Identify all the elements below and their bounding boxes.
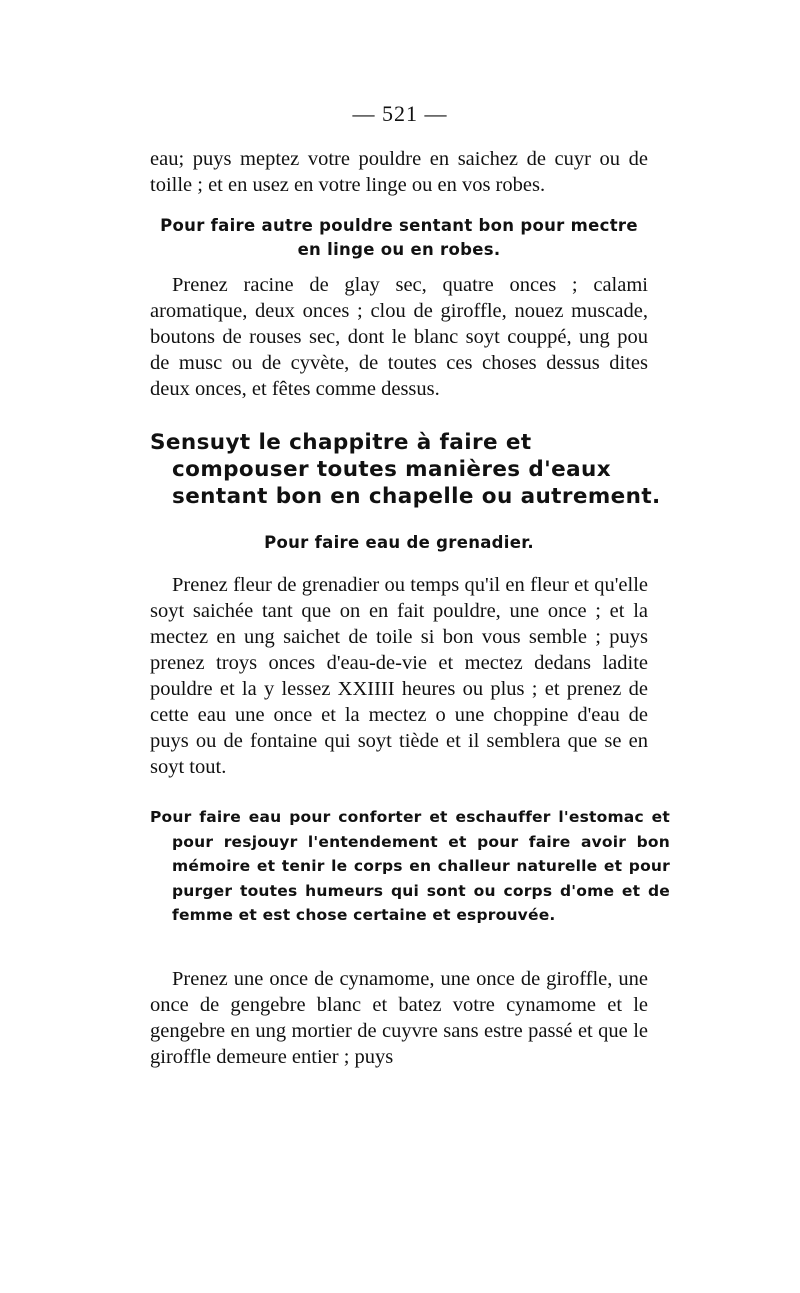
paragraph-continuation: eau; puys meptez votre pouldre en saichez de cuyr ou de toille ; et en usez en votre linge ou en vos robes. (150, 148, 648, 196)
paragraph-pouldre-recipe (150, 272, 648, 402)
paragraph-text: Prenez fleur de grenadier ou temps qu'il en fleur et qu'elle soyt saichée tant que on en fait pouldre, une once ; et la mectez en ung saichet de toile si bon vous semble ; puys prenez troys onces d'eau-de-vie et mectez dedans ladite pouldre et la y lessez XXIIII heures ou plus ; et prenez de cette eau une once et la mectez o une choppine d'eau de puys ou de fontaine qui soyt tiède et il semblera que se en soyt tout. (150, 574, 648, 778)
page-number: — 521 — (352, 101, 448, 126)
paragraph-cynamome-recipe (150, 966, 648, 1070)
paragraph-text: Prenez une once de cynamome, une once de giroffle, une once de gengebre blanc et batez votre cynamome et le gengebre en ung mortier de cuyvre sans estre passé et que le giroffle demeure entier ; puys (150, 968, 648, 1068)
recipe-heading-estomac: Pour faire eau pour conforter et eschauffer l'estomac et pour resjouyr l'entendement et pour faire avoir bon mémoire et tenir le corps en challeur naturelle et pour purger toutes humeurs qui sont ou corps d'ome et de femme et est chose certaine et esprouvée. (150, 808, 670, 924)
recipe-heading-grenadier: Pour faire eau de grenadier. (264, 533, 534, 552)
paragraph-text: Prenez racine de glay sec, quatre onces ; calami aromatique, deux onces ; clou de giroffle, nouez muscade, boutons de rouses sec, dont le blanc soyt couppé, ung pou de musc ou de cyvète, de toutes ces choses dessus dites deux onces, et fêtes comme dessus. (150, 274, 648, 400)
paragraph-grenadier-recipe (150, 572, 648, 780)
chapter-heading: Sensuyt le chappitre à faire et compouser toutes manières d'eaux sentant bon en chapelle ou autrement. (150, 430, 661, 509)
recipe-heading-pouldre: Pour faire autre pouldre sentant bon pour mectre en linge ou en robes. (160, 216, 638, 259)
